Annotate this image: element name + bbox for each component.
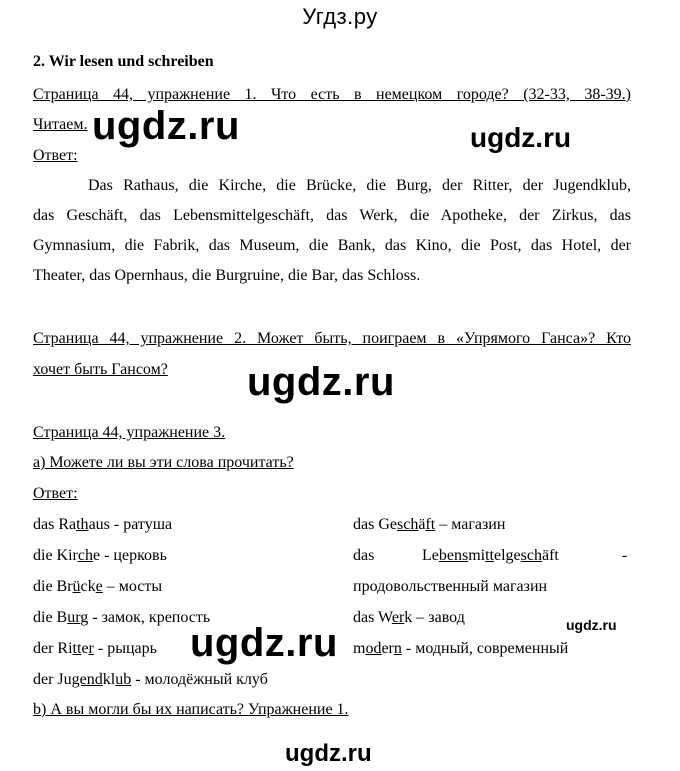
ex1-task-line2: Читаем. xyxy=(33,116,88,133)
ex1-answer-label: Ответ: xyxy=(33,147,78,164)
vocab-right-2b: Lebensmittelgeschäft xyxy=(422,547,559,564)
vocab-left-3: die Brücke – мосты xyxy=(33,578,163,595)
ex1-answer-line-3: Gymnasium, die Fabrik, das Museum, die Bank, das Kino, die Post, das Hotel, der xyxy=(33,237,631,254)
watermark-5: ugdz.ru xyxy=(190,621,338,665)
ex2-task-line2: хочет быть Гансом? xyxy=(33,361,168,378)
vocab-right-2a: das xyxy=(353,547,375,564)
watermark-footer: ugdz.ru xyxy=(285,740,372,767)
watermark-3: ugdz.ru xyxy=(247,360,395,404)
ex3-sub-b: b) А вы могли бы их написать? Упражнение 1. xyxy=(33,701,349,718)
ex2-task-line1: Страница 44, упражнение 2. Может быть, поиграем в «Упрямого Ганса»? Кто xyxy=(33,330,631,347)
vocab-right-4: das Werk – завод xyxy=(353,609,465,626)
watermark-2: ugdz.ru xyxy=(470,122,572,153)
ex1-answer-line-2: das Geschäft, das Lebensmittelgeschäft, das Werk, die Apotheke, der Zirkus, das xyxy=(33,207,631,224)
ex1-answer-line-1: Das Rathaus, die Kirche, die Brücke, die Burg, der Ritter, der Jugendklub, xyxy=(88,177,631,194)
vocab-right-5: modern - модный, современный xyxy=(353,640,569,657)
site-header-title: Угдз.ру xyxy=(302,4,378,29)
ex3-task: Страница 44, упражнение 3. xyxy=(33,424,226,441)
section-title: 2. Wir lesen und schreiben xyxy=(33,53,214,70)
vocab-left-2: die Kirche - церковь xyxy=(33,547,167,564)
vocab-right-3: продовольственный магазин xyxy=(353,578,548,595)
ex1-task-line1: Страница 44, упражнение 1. Что есть в немецком городе? (32-33, 38-39.) xyxy=(33,86,631,103)
vocab-left-5: der Ritter - рыцарь xyxy=(33,640,157,657)
vocab-right-2-dash: - xyxy=(622,547,628,564)
vocab-right-1: das Geschäft – магазин xyxy=(353,516,506,533)
ex3-answer-label: Ответ: xyxy=(33,485,78,502)
ex1-answer-line-4: Theater, das Opernhaus, die Burgruine, die Bar, das Schloss. xyxy=(33,267,421,284)
vocab-left-6: der Jugendklub - молодёжный клуб xyxy=(33,671,268,688)
vocab-left-4: die Burg - замок, крепость xyxy=(33,609,211,626)
watermark-4: ugdz.ru xyxy=(566,617,617,633)
vocab-left-1: das Rathaus - ратуша xyxy=(33,516,173,533)
watermark-1: ugdz.ru xyxy=(92,104,240,148)
ex3-sub-a: а) Можете ли вы эти слова прочитать? xyxy=(33,454,294,471)
